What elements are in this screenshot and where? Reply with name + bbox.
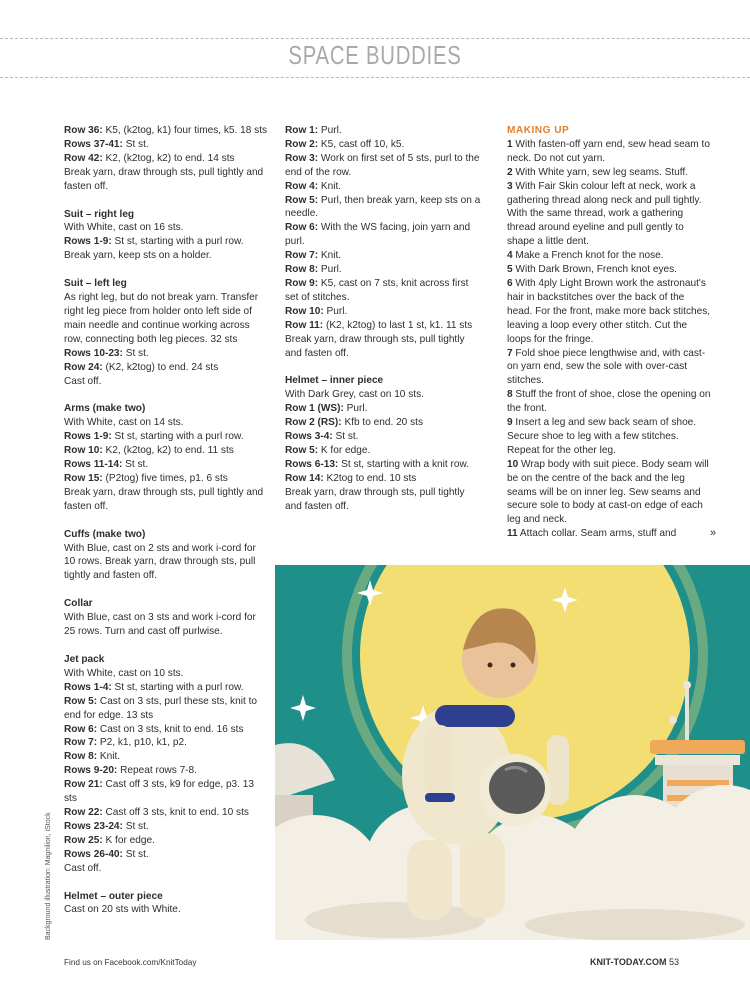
- making-up-step: [507, 388, 712, 416]
- step-number: 11: [507, 528, 518, 540]
- instruction-text: Break yarn, keep sts on a holder.: [64, 250, 212, 262]
- row-text: (P2tog) five times, p1. 6 sts: [102, 472, 228, 484]
- instruction-text: Cast off.: [64, 862, 102, 874]
- step-number: 7: [507, 347, 513, 359]
- step-number: 10: [507, 458, 519, 470]
- cuffs-block: [64, 528, 269, 584]
- step-number: 2: [507, 166, 513, 178]
- astronaut-illustration: [275, 565, 750, 940]
- row-text: St st, starting with a purl row.: [111, 681, 244, 693]
- row-label: Rows 3-4:: [285, 431, 333, 443]
- row-label: Row 2:: [285, 138, 319, 150]
- making-up-step: [507, 249, 712, 263]
- making-up-step: [507, 180, 712, 250]
- row-text: Knit.: [318, 250, 342, 262]
- step-text: With Fair Skin colour left at neck, work a gathering thread along neck and pull tightly. With the same thread, work a gathering thread around eyeline and pull gently to shape a little dent.: [507, 180, 702, 248]
- row-label: Row 1:: [285, 125, 319, 136]
- row-text: K5, (k2tog, k1) four times, k5. 18 sts: [102, 125, 268, 136]
- row-label: Rows 11-14:: [64, 459, 123, 471]
- row-label: Row 21:: [64, 779, 103, 791]
- section-heading: Helmet – inner piece: [285, 375, 384, 387]
- instruction-text: Cast on 20 sts with White.: [64, 904, 181, 916]
- step-number: 6: [507, 277, 513, 289]
- row-text: Purl.: [318, 125, 342, 136]
- collar-block: [64, 597, 269, 639]
- row-text: K2, (k2tog, k2) to end. 11 sts: [102, 445, 234, 457]
- row-label: Rows 1-4:: [64, 681, 112, 693]
- row-label: Row 1 (WS):: [285, 403, 344, 415]
- instruction-text: Break yarn, draw through sts, pull tightly and fasten off.: [64, 166, 264, 192]
- pattern-column-2: [285, 124, 483, 527]
- row-text: K for edge.: [102, 834, 155, 846]
- step-text: With White yarn, sew leg seams. Stuff.: [512, 166, 689, 178]
- instruction-text: Break yarn, draw through sts, pull tightly and fasten off.: [285, 333, 465, 359]
- page-number: 53: [669, 957, 680, 967]
- step-text: Attach collar. Seam arms, stuff and: [517, 528, 677, 540]
- row-text: Kfb to end. 20 sts: [341, 417, 424, 429]
- row-label: Rows 37-41:: [64, 138, 123, 150]
- instruction-text: Break yarn, draw through sts, pull tightly and fasten off.: [285, 486, 465, 512]
- helmet-outer-rows-block: [285, 124, 483, 360]
- suit-right-leg-block: [64, 208, 269, 264]
- section-heading: Suit – right leg: [64, 208, 135, 220]
- row-label: Row 7:: [64, 737, 98, 749]
- row-label: Row 9:: [285, 277, 319, 289]
- row-label: Row 11:: [285, 319, 324, 331]
- page-footer: [590, 957, 679, 967]
- step-text: Insert a leg and sew back seam of shoe. Secure shoe to leg with a few stitches. Repeat for the other leg.: [507, 417, 697, 456]
- row-label: Row 3:: [285, 152, 319, 164]
- making-up-step: [507, 277, 712, 347]
- row-label: Row 6:: [285, 222, 319, 234]
- making-up-heading: MAKING UP: [507, 125, 570, 136]
- step-number: 4: [507, 250, 513, 262]
- row-text: K2tog to end. 10 sts: [323, 472, 417, 484]
- row-label: Rows 26-40:: [64, 848, 123, 860]
- making-up-step: [507, 263, 712, 277]
- row-label: Rows 6-13:: [285, 458, 339, 470]
- making-up-step: [507, 166, 712, 180]
- row-label: Row 22:: [64, 806, 103, 818]
- step-text: With Dark Brown, French knot eyes.: [512, 264, 677, 276]
- section-heading: Arms (make two): [64, 403, 146, 415]
- section-heading: Collar: [64, 598, 93, 610]
- row-text: Purl.: [323, 305, 348, 317]
- row-text: St st.: [332, 431, 359, 443]
- section-heading: Helmet – outer piece: [64, 890, 163, 902]
- step-number: 3: [507, 180, 513, 192]
- header-rule-bottom: [0, 77, 750, 78]
- making-up-step: [507, 458, 712, 528]
- row-label: Row 42:: [64, 152, 103, 164]
- row-text: Knit.: [318, 180, 342, 192]
- making-up-column: [507, 124, 712, 541]
- row-label: Rows 23-24:: [64, 820, 123, 832]
- row-text: P2, k1, p10, k1, p2.: [97, 737, 187, 749]
- row-label: Row 14:: [285, 472, 324, 484]
- step-text: With fasten-off yarn end, sew head seam to neck. Do not cut yarn.: [507, 138, 710, 164]
- row-text: Purl.: [343, 403, 368, 415]
- row-label: Row 5:: [64, 695, 98, 707]
- arms-block: [64, 402, 269, 513]
- instruction-text: With White, cast on 14 sts.: [64, 417, 184, 429]
- head-finish-block: [64, 124, 269, 194]
- site-name[interactable]: KNIT-TODAY.COM: [590, 957, 667, 967]
- step-number: 5: [507, 264, 513, 276]
- page-title: SPACE BUDDIES: [288, 40, 462, 70]
- row-text: (K2, k2tog) to end. 24 sts: [102, 361, 219, 373]
- continue-arrow-icon: »: [710, 527, 717, 539]
- step-text: Stuff the front of shoe, close the opening on the front.: [507, 389, 711, 415]
- row-label: Row 25:: [64, 834, 103, 846]
- row-label: Row 2 (RS):: [285, 417, 342, 429]
- row-text: Repeat rows 7-8.: [117, 765, 197, 777]
- making-up-step: [507, 347, 712, 389]
- row-label: Row 5:: [285, 444, 319, 456]
- row-text: Purl.: [318, 264, 342, 276]
- instruction-text: With Dark Grey, cast on 10 sts.: [285, 389, 424, 401]
- instruction-text: As right leg, but do not break yarn. Transfer right leg piece from holder onto left side of main needle and continue working across row, connecting both leg pieces. 32 sts: [64, 292, 259, 345]
- row-label: Row 8:: [64, 751, 98, 763]
- header-rule-top: [0, 38, 750, 39]
- row-text: Cast off 3 sts, knit to end. 10 sts: [102, 806, 249, 818]
- row-text: St st.: [122, 138, 149, 150]
- suit-left-leg-block: [64, 277, 269, 388]
- instruction-text: With White, cast on 16 sts.: [64, 222, 184, 234]
- instruction-text: With Blue, cast on 2 sts and work i-cord for 10 rows. Break yarn, draw through sts, pull tightly and fasten off.: [64, 542, 256, 582]
- pattern-column-1: [64, 124, 269, 931]
- row-text: (K2, k2tog) to last 1 st, k1. 11 sts: [323, 319, 473, 331]
- row-label: Row 5:: [285, 194, 319, 206]
- row-label: Rows 10-23:: [64, 347, 123, 359]
- row-text: With the WS facing, join yarn and purl.: [285, 222, 471, 248]
- row-label: Rows 9-20:: [64, 765, 118, 777]
- collar: [435, 705, 515, 727]
- helmet-outer-block: [64, 890, 269, 918]
- instruction-text: Cast off.: [64, 375, 102, 387]
- section-heading: Jet pack: [64, 654, 105, 665]
- making-up-step: [507, 138, 712, 166]
- row-text: St st, starting with a purl row.: [111, 236, 244, 248]
- row-text: Cast on 3 sts, knit to end. 16 sts: [97, 723, 244, 735]
- section-heading: Suit – left leg: [64, 278, 127, 290]
- row-text: K for edge.: [318, 444, 371, 456]
- row-text: St st, starting with a purl row.: [111, 431, 244, 443]
- instruction-text: With Blue, cast on 3 sts and work i-cord for 25 rows. Turn and cast off purlwise.: [64, 612, 256, 638]
- row-text: St st.: [122, 820, 149, 832]
- row-label: Rows 1-9:: [64, 236, 112, 248]
- making-up-step: [507, 416, 712, 458]
- step-number: 1: [507, 138, 513, 150]
- cuff: [425, 793, 455, 802]
- row-label: Row 7:: [285, 250, 319, 262]
- row-text: Cast on 3 sts, purl these sts, knit to end for edge. 13 sts: [64, 695, 257, 721]
- row-text: St st.: [122, 848, 149, 860]
- row-label: Rows 1-9:: [64, 431, 112, 443]
- row-text: Cast off 3 sts, k9 for edge, p3. 13 sts: [64, 779, 255, 805]
- facebook-link[interactable]: Find us on Facebook.com/KnitToday: [64, 958, 197, 967]
- step-number: 9: [507, 417, 513, 429]
- making-up-step: [507, 527, 712, 541]
- row-text: K5, cast off 10, k5.: [318, 138, 405, 150]
- row-label: Row 15:: [64, 472, 103, 484]
- row-label: Row 6:: [64, 723, 98, 735]
- row-text: Purl, then break yarn, keep sts on a needle.: [285, 194, 481, 220]
- step-text: Make a French knot for the nose.: [512, 250, 664, 262]
- row-label: Row 24:: [64, 361, 103, 373]
- step-text: With 4ply Light Brown work the astronaut's hair in backstitches over the back of the head. For the front, make more back stitches, leaving a loop every other stitch. Cut the loops for the fringe.: [507, 277, 711, 345]
- row-label: Row 10:: [64, 445, 103, 457]
- making-up-steps: [507, 138, 712, 541]
- row-text: St st.: [122, 459, 149, 471]
- row-label: Row 36:: [64, 125, 103, 136]
- step-number: 8: [507, 389, 513, 401]
- row-label: Row 10:: [285, 305, 324, 317]
- instruction-text: With White, cast on 10 sts.: [64, 667, 184, 679]
- row-text: K5, cast on 7 sts, knit across first set of stitches.: [285, 277, 469, 303]
- instruction-text: Break yarn, draw through sts, pull tightly and fasten off.: [64, 486, 264, 512]
- row-text: St st, starting with a knit row.: [338, 458, 470, 470]
- row-text: St st.: [122, 347, 149, 359]
- jet-pack-block: [64, 653, 269, 876]
- step-text: Fold shoe piece lengthwise and, with cast-on yarn end, sew the sole with over-cast stitches.: [507, 347, 706, 387]
- row-text: Work on first set of 5 sts, purl to the end of the row.: [285, 152, 480, 178]
- helmet-inner-block: [285, 374, 483, 513]
- illustration-credit: Background illustration: Magnilion, iStock: [45, 812, 52, 940]
- row-label: Row 4:: [285, 180, 319, 192]
- section-heading: Cuffs (make two): [64, 528, 146, 540]
- row-text: K2, (k2tog, k2) to end. 14 sts: [102, 152, 235, 164]
- row-label: Row 8:: [285, 264, 319, 276]
- row-text: Knit.: [97, 751, 121, 763]
- step-text: Wrap body with suit piece. Body seam will be on the centre of the back and the leg seams will be on inner leg. Sew seams and secure sole to body at cast-on edge of each leg and neck.: [507, 458, 709, 526]
